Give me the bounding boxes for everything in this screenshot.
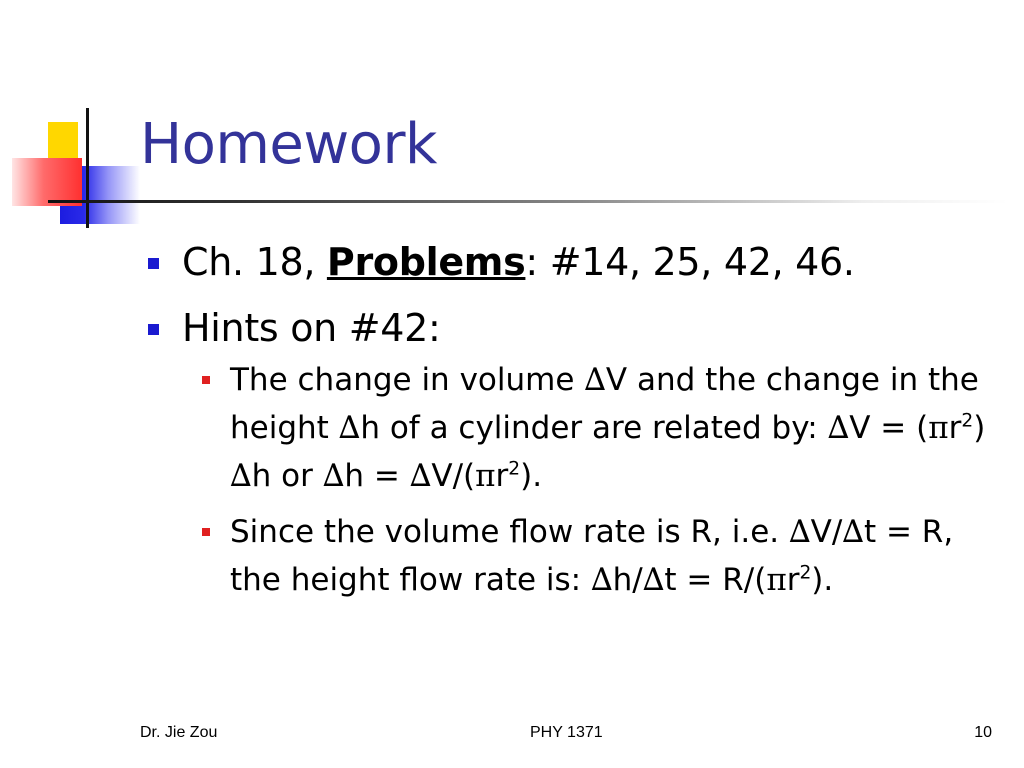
text: V and the change in the height — [230, 362, 979, 446]
text: V/ — [810, 514, 843, 550]
bullet-text: Hints on #42: — [182, 306, 441, 350]
sub-bullet-marker — [202, 376, 210, 384]
delta-symbol: ∆ — [788, 514, 811, 550]
delta-symbol: ∆ — [322, 458, 345, 494]
delta-symbol: ∆ — [409, 458, 432, 494]
superscript: 2 — [799, 562, 812, 584]
sub-bullet-volume-relation — [194, 356, 1010, 500]
superscript: 2 — [508, 458, 521, 480]
text: t = R, the height flow rate is: — [230, 514, 954, 598]
logo-vertical-line — [86, 108, 89, 228]
text: Since the volume flow rate is R, i.e. — [230, 514, 789, 550]
delta-symbol: ∆ — [590, 562, 613, 598]
text: ). — [520, 458, 543, 494]
delta-symbol: ∆ — [338, 410, 361, 446]
text: h of a cylinder are related by: — [360, 410, 828, 446]
text: r — [948, 410, 962, 446]
text: h or — [251, 458, 323, 494]
slide-logo-decoration — [0, 0, 140, 240]
text: h/ — [612, 562, 643, 598]
title-underline-rule — [48, 200, 1008, 203]
text: V = ( — [849, 410, 929, 446]
text: The change in volume — [230, 362, 585, 398]
sub-bullet-flow-rate — [194, 508, 1010, 604]
sub-bullet-marker — [202, 528, 210, 536]
slide-title: Homework — [140, 112, 437, 177]
bullet-problems — [146, 236, 986, 288]
delta-symbol: ∆ — [584, 362, 606, 398]
delta-symbol: ∆ — [842, 514, 864, 550]
superscript: 2 — [961, 410, 974, 432]
bullet-hints — [146, 302, 986, 354]
text: ) — [973, 410, 986, 446]
pi-symbol: π — [928, 410, 949, 446]
logo-yellow-square — [48, 122, 78, 160]
bullet-marker — [148, 324, 159, 335]
delta-symbol: ∆ — [230, 458, 252, 494]
bullet-marker — [148, 258, 159, 269]
slide-content — [146, 236, 986, 606]
bullet-emphasis: Problems — [326, 240, 526, 284]
pi-symbol: π — [766, 562, 787, 598]
footer-course: PHY 1371 — [530, 724, 603, 741]
delta-symbol: ∆ — [642, 562, 665, 598]
text: h = — [344, 458, 410, 494]
bullet-text: Ch. 18, — [182, 240, 327, 284]
pi-symbol: π — [475, 458, 496, 494]
logo-red-square — [12, 158, 82, 206]
footer-page-number: 10 — [974, 724, 992, 741]
text: t = R/( — [664, 562, 767, 598]
delta-symbol: ∆ — [827, 410, 850, 446]
footer-author: Dr. Jie Zou — [140, 724, 218, 741]
text: V/( — [431, 458, 476, 494]
text: r — [786, 562, 800, 598]
text: r — [495, 458, 509, 494]
bullet-text: : #14, 25, 42, 46. — [525, 240, 855, 284]
text: ). — [811, 562, 834, 598]
